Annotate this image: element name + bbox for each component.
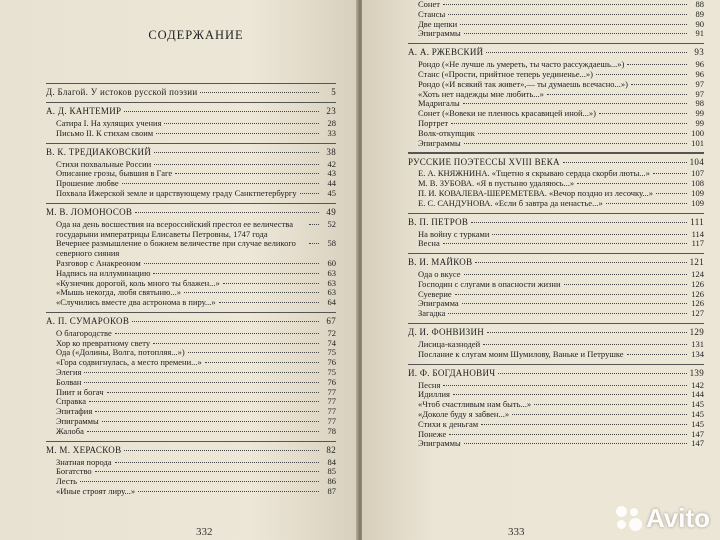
toc-entry [46,189,336,199]
dot-leader [219,302,319,303]
right-page [362,0,720,540]
toc-entry-page: 117 [691,238,704,249]
toc-entry-title: Рондо («И всякий так живет»,— ты думаешь всечасно...») [418,78,628,89]
avito-watermark [616,503,710,534]
toc-entry-page: 93 [694,47,704,58]
toc-entry [408,280,704,290]
dot-leader [89,401,319,402]
toc-entry-page: 43 [327,168,336,179]
dot-leader [481,424,687,425]
toc-entry-page: 104 [689,156,704,167]
toc-entry-page: 84 [327,456,336,467]
section-rule [46,312,336,313]
toc-section-heading [408,258,704,268]
toc-entry [408,29,704,39]
toc-entry-page: 101 [691,137,704,148]
toc-entry-page: 114 [691,228,704,239]
dot-leader [132,321,319,322]
toc-entry-title: Пиит и богач [56,386,104,397]
toc-entry-title: В. И. МАЙКОВ [408,257,473,268]
toc-entry-title: Песня [418,379,441,390]
toc-entry [408,381,704,391]
toc-entry-page: 52 [327,218,336,229]
dot-leader [122,183,319,184]
page-title: СОДЕРЖАНИЕ [148,28,244,42]
toc-entry [408,109,704,119]
toc-entry-page: 28 [327,117,336,128]
section-rule [46,441,336,442]
dot-leader [475,262,686,263]
dot-leader [462,303,687,304]
dot-leader [164,123,319,124]
toc-entry-page: 72 [327,327,336,338]
toc-entry-title: Д. Благой. У истоков русской поэзии [46,87,198,98]
dot-leader [492,234,687,235]
toc-entry-page: 60 [327,257,336,268]
toc-entry-page: 126 [691,288,704,299]
toc-entry [46,220,336,240]
dot-leader [175,173,319,174]
dot-leader [153,343,319,344]
dot-leader [124,450,319,451]
section-rule [408,323,704,324]
dot-leader [547,94,687,95]
toc-entry-title: Сонет [418,0,440,9]
toc-entry-title: Эпиграммы [56,416,99,427]
toc-section-heading [46,446,336,456]
toc-entry [46,487,336,497]
toc-entry-title: М. В. ЛОМОНОСОВ [46,206,133,217]
dot-leader [448,313,687,314]
dot-leader [205,362,319,363]
dot-leader [464,274,687,275]
dot-leader [102,421,319,422]
toc-entry-page: 23 [326,106,336,117]
toc-entry-title: И. Ф. БОГДАНОВИЧ [408,367,496,378]
toc-entry [408,309,704,319]
dot-leader [471,222,687,223]
dot-leader [135,212,319,213]
dot-leader [84,382,319,383]
toc-entry-title: Лесть [56,476,78,487]
toc-entry [46,388,336,398]
toc-entry-title: Стихи к деньгам [418,418,479,429]
toc-entry-title: Описание грозы, бывшия в Гаге [56,168,173,179]
section-rule [46,102,336,103]
toc-entry-page: 99 [695,108,704,119]
toc-entry-title: Разговор с Анакреоном [56,257,141,268]
dot-leader [124,111,319,112]
toc-entry-page: 63 [327,287,336,298]
section-rule [408,364,704,365]
toc-entry-title: Е. С. САНДУНОВА. «Если б завтра да ненастье...» [418,197,603,208]
toc-section-heading [408,48,704,58]
toc-entry [408,299,704,309]
toc-entry-page: 121 [689,257,704,268]
toc-entry-title: Ода («Долины, Волга, потопляя...») [56,347,185,358]
toc-entry-page: 67 [326,316,336,327]
toc-entry-title: Рондо («Не лучше ль умереть, ты часто рассуждаешь...») [418,59,625,70]
dot-leader [606,203,687,204]
toc-entry-title: А. Д. КАНТЕМИР [46,106,122,117]
dot-leader [464,443,687,444]
toc-entry-page: 74 [327,337,336,348]
toc-entry-page: 64 [327,297,336,308]
section-rule [46,203,336,204]
toc-entry-title: Эпиграмма [418,298,459,309]
section-rule [46,143,336,144]
toc-entry-title: Стансы [418,8,446,19]
dot-leader [300,193,319,194]
toc-section-heading [408,328,704,338]
toc-entry-title: Эпиграммы [418,438,461,449]
toc-entry-title: Ода на день восшествия на всероссийский престол ее величества государыни императрицы Елисаветы Петровны, 1747 года [56,218,293,239]
toc-entry-title: Две щепки [418,18,458,29]
section-rule [408,152,704,153]
toc-entry-title: А. П. СУМАРОКОВ [46,316,130,327]
toc-entry-title: М. М. ХЕРАСКОВ [46,444,122,455]
toc-section-heading [46,208,336,218]
toc-entry-title: Волк-откупщик [418,127,475,138]
toc-entry-page: 98 [695,98,704,109]
left-page [0,0,358,540]
toc-entry-title: О благородстве [56,327,112,338]
toc-entry-page: 139 [689,367,704,378]
toc-entry-page: 77 [327,416,336,427]
dot-leader [534,404,687,405]
toc-entry-title: РУССКИЕ ПОЭТЕССЫ XVIII ВЕКА [408,156,560,167]
toc-entry-page: 85 [327,466,336,477]
toc-entry-title: Суеверие [418,288,452,299]
toc-entry-page: 38 [326,146,336,157]
watermark-text: Avito [645,503,710,533]
toc-entry-title: Господин с слугами в опасности жизни [418,278,561,289]
toc-entry-title: Понеже [418,428,447,439]
toc-entry-page: 86 [327,476,336,487]
toc-entry-page: 88 [695,0,704,9]
toc-entry-title: Сонет («Вовеки не пленюсь красавицей иной...») [418,108,597,119]
dot-leader [200,92,319,93]
page-number: 333 [508,526,525,538]
dot-leader [627,64,687,65]
toc-entry-title: Вечернее размышление о божием величестве при случае великого северного сияния [56,238,296,259]
toc-entry-page: 100 [691,127,704,138]
toc-entry [46,417,336,427]
section-rule [46,83,336,84]
toc-entry-title: «Чтоб счастливым нам быть...» [418,399,532,410]
dot-leader [478,133,687,134]
toc-entry-page: 124 [691,269,704,280]
dot-leader [451,123,687,124]
toc-entry-page: 126 [691,298,704,309]
toc-section-heading [408,218,704,228]
toc-entry [46,239,336,259]
toc-entry-page: 144 [691,389,704,400]
toc-entry [46,358,336,368]
toc-entry-page: 63 [327,267,336,278]
toc-entry-title: Эпитафия [56,406,93,417]
toc-entry-title: «Хоть нет надежды мне любить...» [418,88,544,99]
toc-entry-page: 49 [326,206,336,217]
toc-entry-title: «Случились вместе два астронома в пиру...» [56,297,216,308]
toc-entry-title: «Доколе буду я забвен...» [418,409,510,420]
dot-leader [656,193,687,194]
toc-entry-page: 111 [690,216,704,227]
toc-section-heading [46,148,336,158]
toc-entry-page: 145 [691,399,704,410]
dot-leader [188,352,319,353]
toc-entry-page: 134 [691,348,704,359]
toc-entry [408,230,704,240]
toc-entry-page: 33 [327,127,336,138]
section-rule [408,253,704,254]
dot-leader [448,14,687,15]
dot-leader [455,294,687,295]
dot-leader [309,243,319,244]
toc-entry-page: 131 [691,339,704,350]
toc-entry-page: 75 [327,367,336,378]
toc-entry-page: 89 [695,8,704,19]
toc-entry-page: 77 [327,386,336,397]
toc-entry [408,350,704,360]
dot-leader [84,372,319,373]
toc-entry [408,139,704,149]
toc-entry-page: 96 [695,59,704,70]
toc-entry-title: «Мышь некогда, любя святыню...» [56,287,182,298]
toc-section-heading [408,369,704,379]
toc-entry-page: 75 [327,347,336,358]
toc-entry-page: 87 [327,486,336,497]
dot-leader [138,491,319,492]
toc-entry-page: 96 [695,68,704,79]
toc-entry-page: 82 [326,444,336,455]
toc-entry-title: Мадригалы [418,98,460,109]
toc-entry [408,439,704,449]
toc-entry-title: Богатство [56,466,92,477]
section-rule [408,213,704,214]
toc-entry-title: Стихи похвальные России [56,158,152,169]
toc-entry-title: Е. А. КНЯЖНИНА. «Тщетно я скрываю сердца скорби люты...» [418,168,650,179]
toc-entry [46,368,336,378]
toc-entry-title: Сатира I. На хулящих учения [56,117,162,128]
dot-leader [443,243,687,244]
toc-entry-page: 42 [327,158,336,169]
toc-entry-page: 45 [327,187,336,198]
toc-entry-title: Станс («Прости, прийтное теперь уединенье...») [418,68,593,79]
toc-entry-title: Послание к слугам моим Шумилову, Ваньке и Петрушке [418,348,624,359]
dot-leader [154,152,319,153]
toc-entry-page: 99 [695,117,704,128]
dot-leader [443,4,687,5]
toc-entry-page: 76 [327,376,336,387]
toc-entry-page: 97 [695,78,704,89]
toc-entry-title: Загадка [418,308,446,319]
dot-leader [486,52,687,53]
toc-entry-title: В. К. ТРЕДИАКОВСКИЙ [46,146,152,157]
toc-section-heading [46,107,336,117]
toc-entry-page: 44 [327,178,336,189]
toc-entry-title: Весна [418,238,440,249]
dot-leader [184,292,319,293]
toc-entry [46,467,336,477]
dot-leader [512,414,687,415]
toc-entry-title: Элегия [56,367,82,378]
dot-leader [487,332,687,333]
dot-leader [154,164,319,165]
toc-entry-title: Портрет [418,117,449,128]
dot-leader [463,103,687,104]
dot-leader [223,283,319,284]
dot-leader [309,224,319,225]
toc-entry-page: 145 [691,418,704,429]
toc-entry [46,129,336,139]
toc-entry-title: «Гора содвигнулась, а место премени...» [56,357,202,368]
dot-leader [483,344,687,345]
dot-leader [631,84,687,85]
toc-entry-page: 58 [327,238,336,249]
toc-entry-title: Надпись на иллуминацию [56,267,151,278]
toc-list-right [408,0,704,449]
toc-entry-title: Д. И. ФОНВИЗИН [408,327,485,338]
toc-entry-page: 63 [327,277,336,288]
toc-entry-title: А. А. РЖЕВСКИЙ [408,47,484,58]
toc-entry-title: В. П. ПЕТРОВ [408,216,469,227]
dot-leader [653,173,687,174]
toc-entry-title: Похвала Ижерской земле и царствующему граду Санктпетербургу [56,187,297,198]
toc-entry-page: 147 [691,428,704,439]
toc-entry-title: Эпиграммы [418,137,461,148]
toc-entry-title: Идиллия [418,389,450,400]
dot-leader [453,394,687,395]
dot-leader [564,284,687,285]
page-number: 332 [196,526,213,538]
dot-leader [460,24,687,25]
dot-leader [115,333,319,334]
dot-leader [449,434,687,435]
dot-leader [464,143,687,144]
toc-entry-page: 126 [691,278,704,289]
toc-entry-title: Прошение любве [56,178,119,189]
dot-leader [80,481,319,482]
toc-entry [46,298,336,308]
dot-leader [596,74,687,75]
toc-entry-title: Знатная порода [56,456,112,467]
toc-entry [408,239,704,249]
section-rule [408,43,704,44]
toc-entry-page: 78 [327,425,336,436]
dot-leader [156,133,319,134]
toc-entry-title: М. В. ЗУБОВА. «Я в пустыню удаляюсь...» [418,178,575,189]
toc-entry-page: 147 [691,438,704,449]
dot-leader [563,162,687,163]
toc-entry-title: Хор ко превратному свету [56,337,151,348]
toc-entry-page: 109 [691,187,704,198]
toc-entry [408,199,704,209]
dot-leader [107,392,319,393]
dot-leader [627,354,687,355]
toc-entry-title: На войну с турками [418,228,490,239]
toc-section-heading [408,158,704,168]
dot-leader [144,263,319,264]
dot-leader [95,471,319,472]
toc-entry-title: П. И. КОВАЛЕВА-ШЕРЕМЕТЕВА. «Вечор поздно из лесочку...» [418,187,654,198]
dot-leader [115,462,319,463]
toc-entry-title: «Иные строят лиру...» [56,486,136,497]
toc-entry-page: 145 [691,409,704,420]
dot-leader [443,385,687,386]
toc-entry [408,0,704,10]
toc-entry-page: 108 [691,178,704,189]
toc-entry-title: Лисица-казнодей [418,339,481,350]
toc-entry-page: 77 [327,396,336,407]
toc-entry-page: 127 [691,308,704,319]
toc-section-heading [46,88,336,98]
toc-list-left [46,83,336,497]
dot-leader [153,273,319,274]
toc-entry-page: 142 [691,379,704,390]
toc-entry-title: Болван [56,376,82,387]
dot-leader [599,113,687,114]
toc-entry-page: 76 [327,357,336,368]
toc-entry-page: 129 [689,327,704,338]
toc-entry [408,420,704,430]
toc-entry-title: Ода о вкусе [418,269,461,280]
dot-leader [464,33,687,34]
toc-entry-title: Справка [56,396,87,407]
toc-entry-page: 90 [695,18,704,29]
toc-entry-title: Эпиграммы [418,28,461,39]
toc-entry [46,427,336,437]
toc-entry-page: 97 [695,88,704,99]
toc-entry-page: 91 [695,28,704,39]
dot-leader [498,373,686,374]
toc-entry-page: 5 [331,87,336,98]
avito-logo-icon [616,506,642,532]
toc-section-heading [46,317,336,327]
dot-leader [577,183,687,184]
dot-leader [95,411,319,412]
toc-entry-title: Письмо II. К стихам своим [56,127,154,138]
toc-entry-title: «Кузнечик дорогой, коль много ты блажен...» [56,277,220,288]
toc-entry-page: 77 [327,406,336,417]
dot-leader [87,431,319,432]
toc-entry-page: 107 [691,168,704,179]
toc-entry-title: Жалоба [56,425,84,436]
toc-entry-page: 109 [691,197,704,208]
